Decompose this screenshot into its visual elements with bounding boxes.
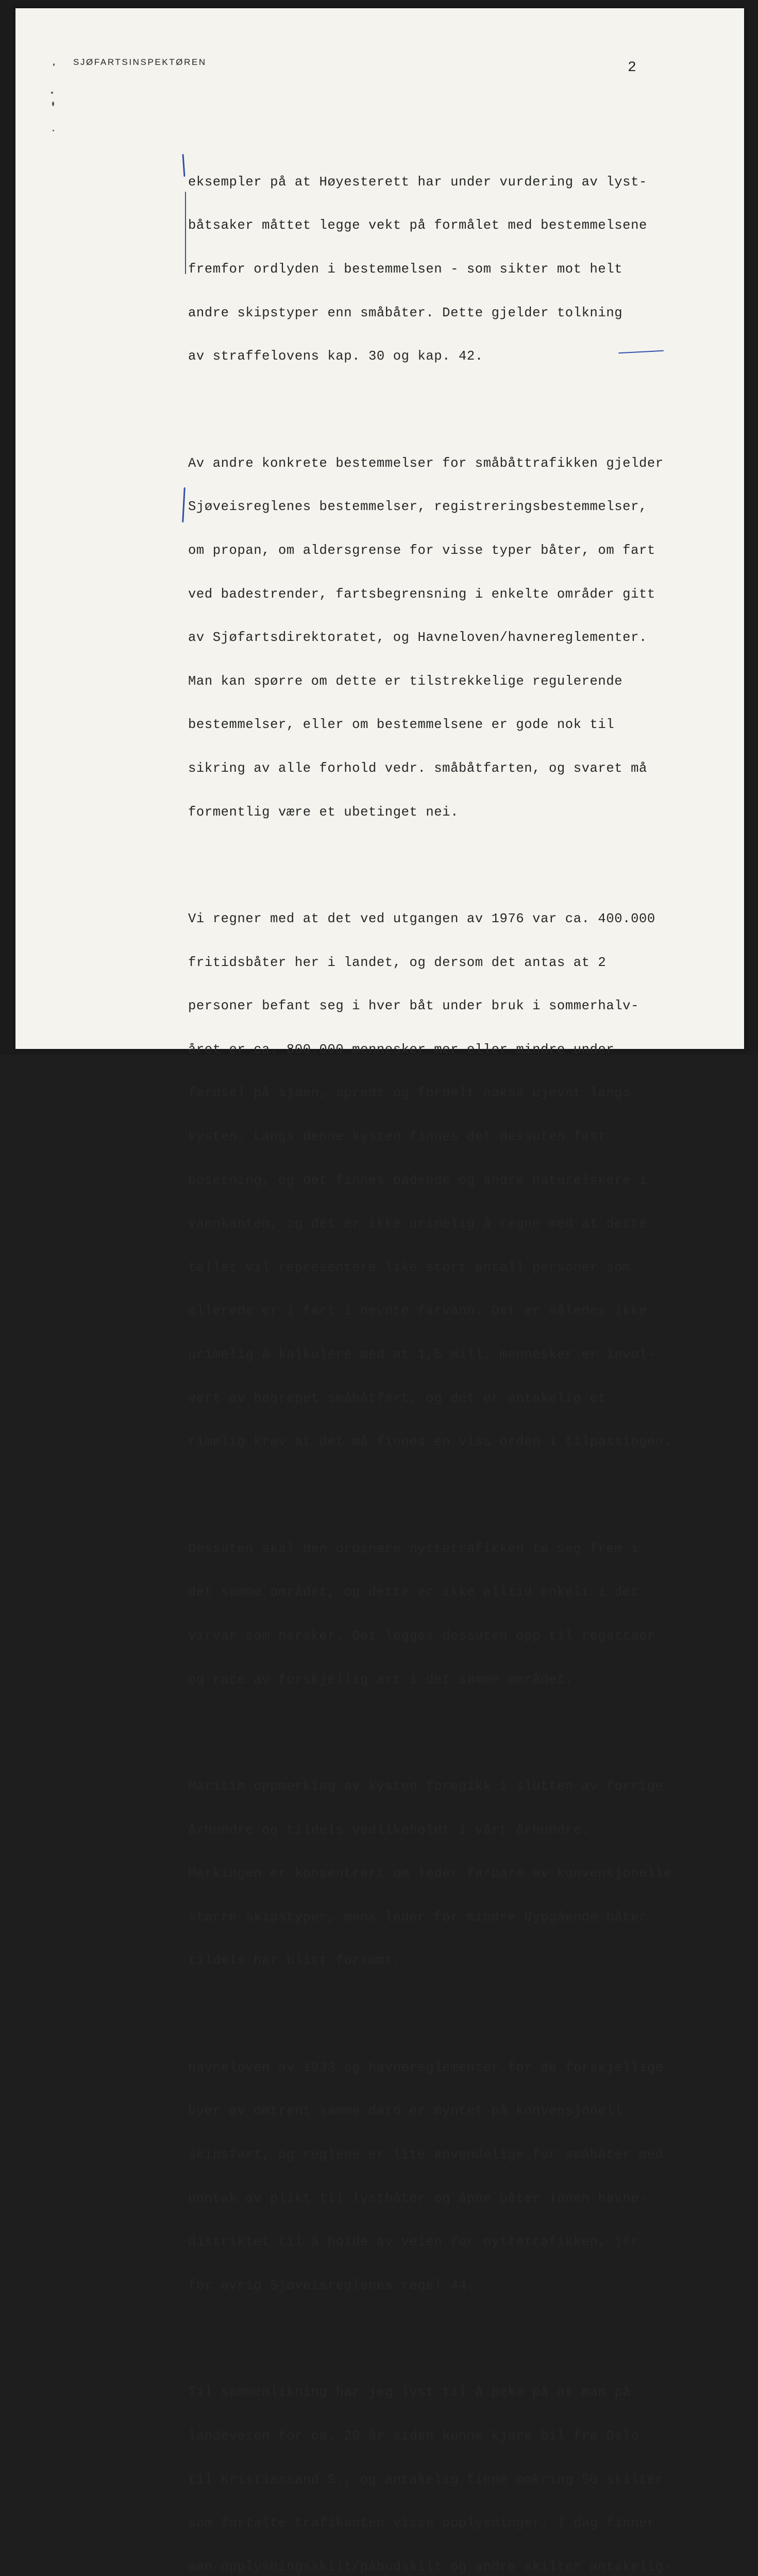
text-line: århundre og tildels vedlikeholdt i vårt århundre. [188,1822,590,1838]
text-line: andre skipstyper enn småbåter. Dette gjelder tolkning [188,305,623,320]
text-line: ferdsel på sjøen, spredt og fordelt nokså ujevnt langs [188,1086,631,1101]
paragraph-6 [188,2031,734,2322]
text-line: Av andre konkrete bestemmelser for småbåttrafikken gjelder [188,455,664,471]
paragraph-1 [188,146,734,393]
margin-pen-mark [182,154,185,177]
text-line: rimelig krav at det må finnes en viss orden i tilpassingen. [188,1434,672,1450]
page-number: 2 [628,60,636,76]
text-line: man opplysningsskilt/påbudskilt og andre skilter antakelig- [188,2559,672,2574]
text-line: tallet vil representere like stort antall personer som [188,1260,631,1275]
text-line: som fortalte trafikanten visse opplysninger. I dag finner [188,2516,655,2531]
text-line: ved badestrender, fartsbegrensning i enkelte områder gitt [188,586,655,602]
text-line: skipsfart, og reglene er lite anvendelige for småbåter med [188,2147,664,2163]
text-line: av Sjøfartsdirektoratet, og Havneloven/havnereglementer. [188,630,647,646]
text-line: tildels har blitt forsømt. [188,1953,401,1969]
text-line: sikring av alle forhold vedr. småbåtfarten, og svaret må [188,760,647,776]
text-line: for øvrig Sjøveisreglenes regel 44. [188,2278,475,2293]
letterhead: SJØFARTSINSPEKTØREN [73,57,207,67]
text-line: byer av omtrent samme dato er myntet på konvensjonell [188,2104,623,2119]
text-line: vert av begrepet småbåtfart, og det er antakelig et [188,1391,607,1406]
text-line: Man kan spørre om dette er tilstrekkelige regulerende [188,673,623,689]
text-line: distriktet til å holde av veien for nyttetrafikken, jfr. [188,2234,647,2250]
text-line: og race av forskjellig art i det samme området. [188,1672,574,1687]
text-line: det samme området, og dette er ikke alltid enkelt i det [188,1585,639,1600]
text-line: året er ca. 800.000 mennesker mer eller mindre under [188,1042,615,1057]
text-line: av straffelovens kap. 30 og kap. 42. [188,349,483,364]
text-line: Merkingen er konsentrert om leder farbare av konvensjonelle [188,1866,672,1882]
text-line: personer befant seg i hver båt under bruk i sommerhalv- [188,998,639,1014]
text-line: virvar som hersker. Det legges dessuten opp til regattaer [188,1628,655,1643]
text-line: formentlig være et ubetinget nei. [188,804,459,820]
text-line: om propan, om aldersgrense for visse typer båter, om fart [188,543,655,558]
text-line: kysten. Langs denne kysten finnes det dessuten fast [188,1129,607,1145]
text-line: unntak av plikt til lystbåter og åpne båter innen havne- [188,2191,647,2206]
text-line: fritidsbåter her i landet, og dersom det antas at 2 [188,955,607,970]
paragraph-2 [188,427,734,849]
paragraph-5 [188,1751,734,1997]
text-line: båtsaker måttet legge vekt på formålet med bestemmelsene [188,218,647,233]
text-line: vannkanten, og det er ikke urimelig å regne med at dette [188,1216,647,1232]
text-line: Sjøveisreglenes bestemmelser, registreringsbestemmelser, [188,499,647,515]
text-line: eksempler på at Høyesterett har under vurdering av lyst- [188,174,647,190]
text-line: Maritim oppmerking av kysten foregikk i slutten av forrige [188,1778,664,1794]
text-line: Dessuten skal den ordinære nyttetrafikken ta seg frem i [188,1541,639,1556]
text-line: fremfor ordlyden i bestemmelsen - som sikter mot helt [188,262,623,277]
text-line: landeveien for ca. 20 år siden kunne kjøre bil fra Oslo [188,2428,639,2444]
letter-body [188,117,734,2576]
margin-pen-mark [182,487,186,522]
text-line: Vi regner med at det ved utgangen av 1976 var ca. 400.000 [188,911,655,926]
margin-pen-mark [185,192,186,274]
margin-speck [53,63,55,66]
margin-speck [51,92,53,94]
text-line: større skipstyper, mens leder for mindre dypgående båter [188,1909,647,1925]
text-line: bosetning, og det finnes badende og andre naturelskere i [188,1173,647,1188]
text-line: allerede er i fart i nevnte farvann. Det er således ikke [188,1303,647,1319]
text-line: til Kristiansand S., og antakelig finne omkring 50 skilter [188,2472,664,2487]
margin-speck [53,130,54,131]
paragraph-7 [188,2357,734,2576]
text-line: urimelig å kalkulere med at 1,5 mill. mennesker er invol- [188,1347,655,1363]
paragraph-4 [188,1513,734,1716]
margin-speck [52,101,54,106]
text-line: Til sammenlikning har jeg lyst til å peke på at man på [188,2385,631,2400]
paragraph-3 [188,883,734,1479]
text-line: Havneloven av 1933 og havnereglementer for de forskjellige [188,2060,664,2075]
document-sheet [15,8,744,2574]
text-line: bestemmelser, eller om bestemmelsene er gode nok til [188,717,615,733]
